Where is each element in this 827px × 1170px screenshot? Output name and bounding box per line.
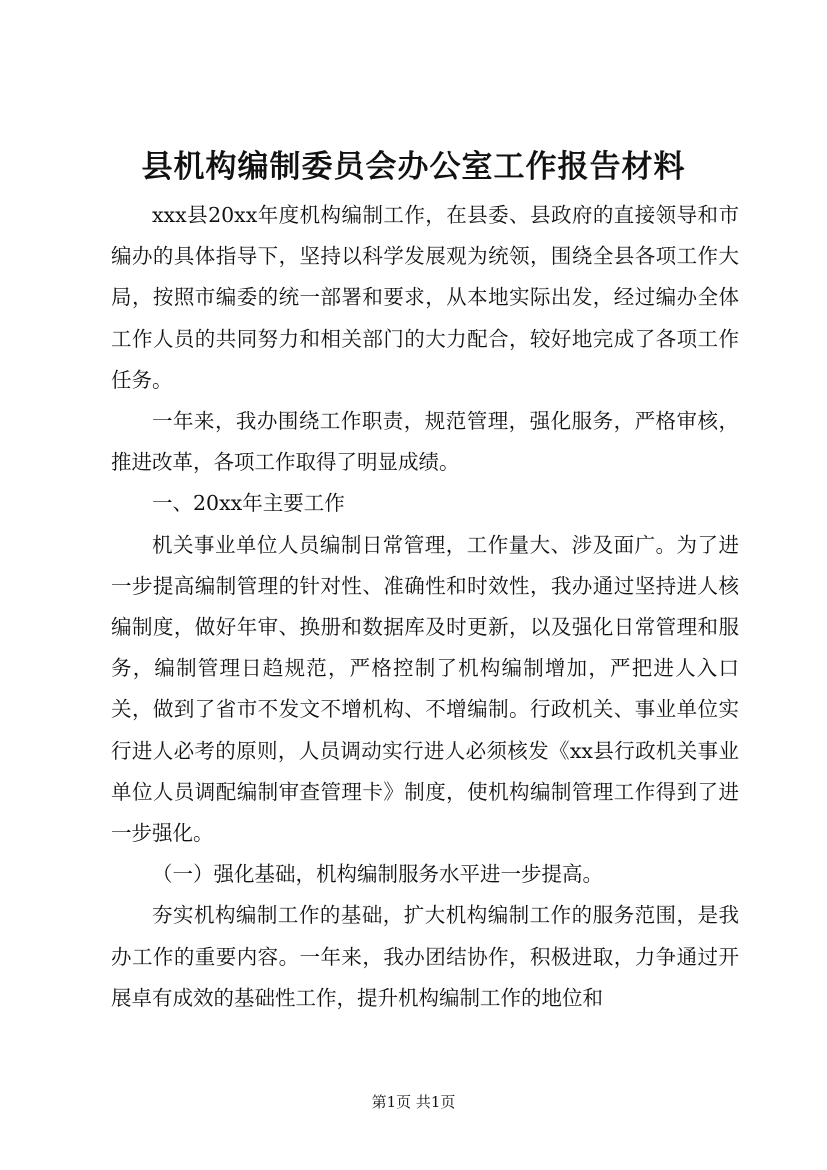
page-number: 第1页 共1页 bbox=[371, 1093, 456, 1111]
paragraph-intro: xxx县20xx年度机构编制工作，在县委、县政府的直接领导和市编办的具体指导下，坚持以科学发展观为统领，围绕全县各项工作大局，按照市编委的统一部署和要求，从本地实际出发，经过编办全体工作人员的共同努力和相关部门的大力配合，较好地完成了各项工作任务。 bbox=[111, 203, 739, 392]
paragraph-foundation: 夯实机构编制工作的基础，扩大机构编制工作的服务范围，是我办工作的重要内容。一年来，我办团结协作，积极进取，力争通过开展卓有成效的基础性工作，提升机构编制工作的地位和 bbox=[111, 903, 739, 1010]
section-heading: 一、20xx年主要工作 bbox=[152, 491, 345, 516]
paragraph-summary: 一年来，我办围绕工作职责，规范管理，强化服务，严格审核，推进改革，各项工作取得了明显成绩。 bbox=[111, 409, 739, 475]
subsection-heading: （一）强化基础，机构编制服务水平进一步提高。 bbox=[152, 862, 603, 887]
document-body bbox=[111, 195, 739, 1019]
paragraph-staffing: 机关事业单位人员编制日常管理，工作量大、涉及面广。为了进一步提高编制管理的针对性、准确性和时效性，我办通过坚持进人核编制度，做好年审、换册和数据库及时更新，以及强化日常管理和服务，编制管理日趋规范，严格控制了机构编制增加，严把进人入口关，做到了省市不发文不增机构、不增编制。行政机关、事业单位实行进人必考的原则，人员调动实行进人必须核发《xx县行政机关事业单位人员调配编制审查管理卡》制度，使机构编制管理工作得到了进一步强化。 bbox=[111, 532, 739, 846]
document-title: 县机构编制委员会办公室工作报告材料 bbox=[141, 149, 686, 185]
